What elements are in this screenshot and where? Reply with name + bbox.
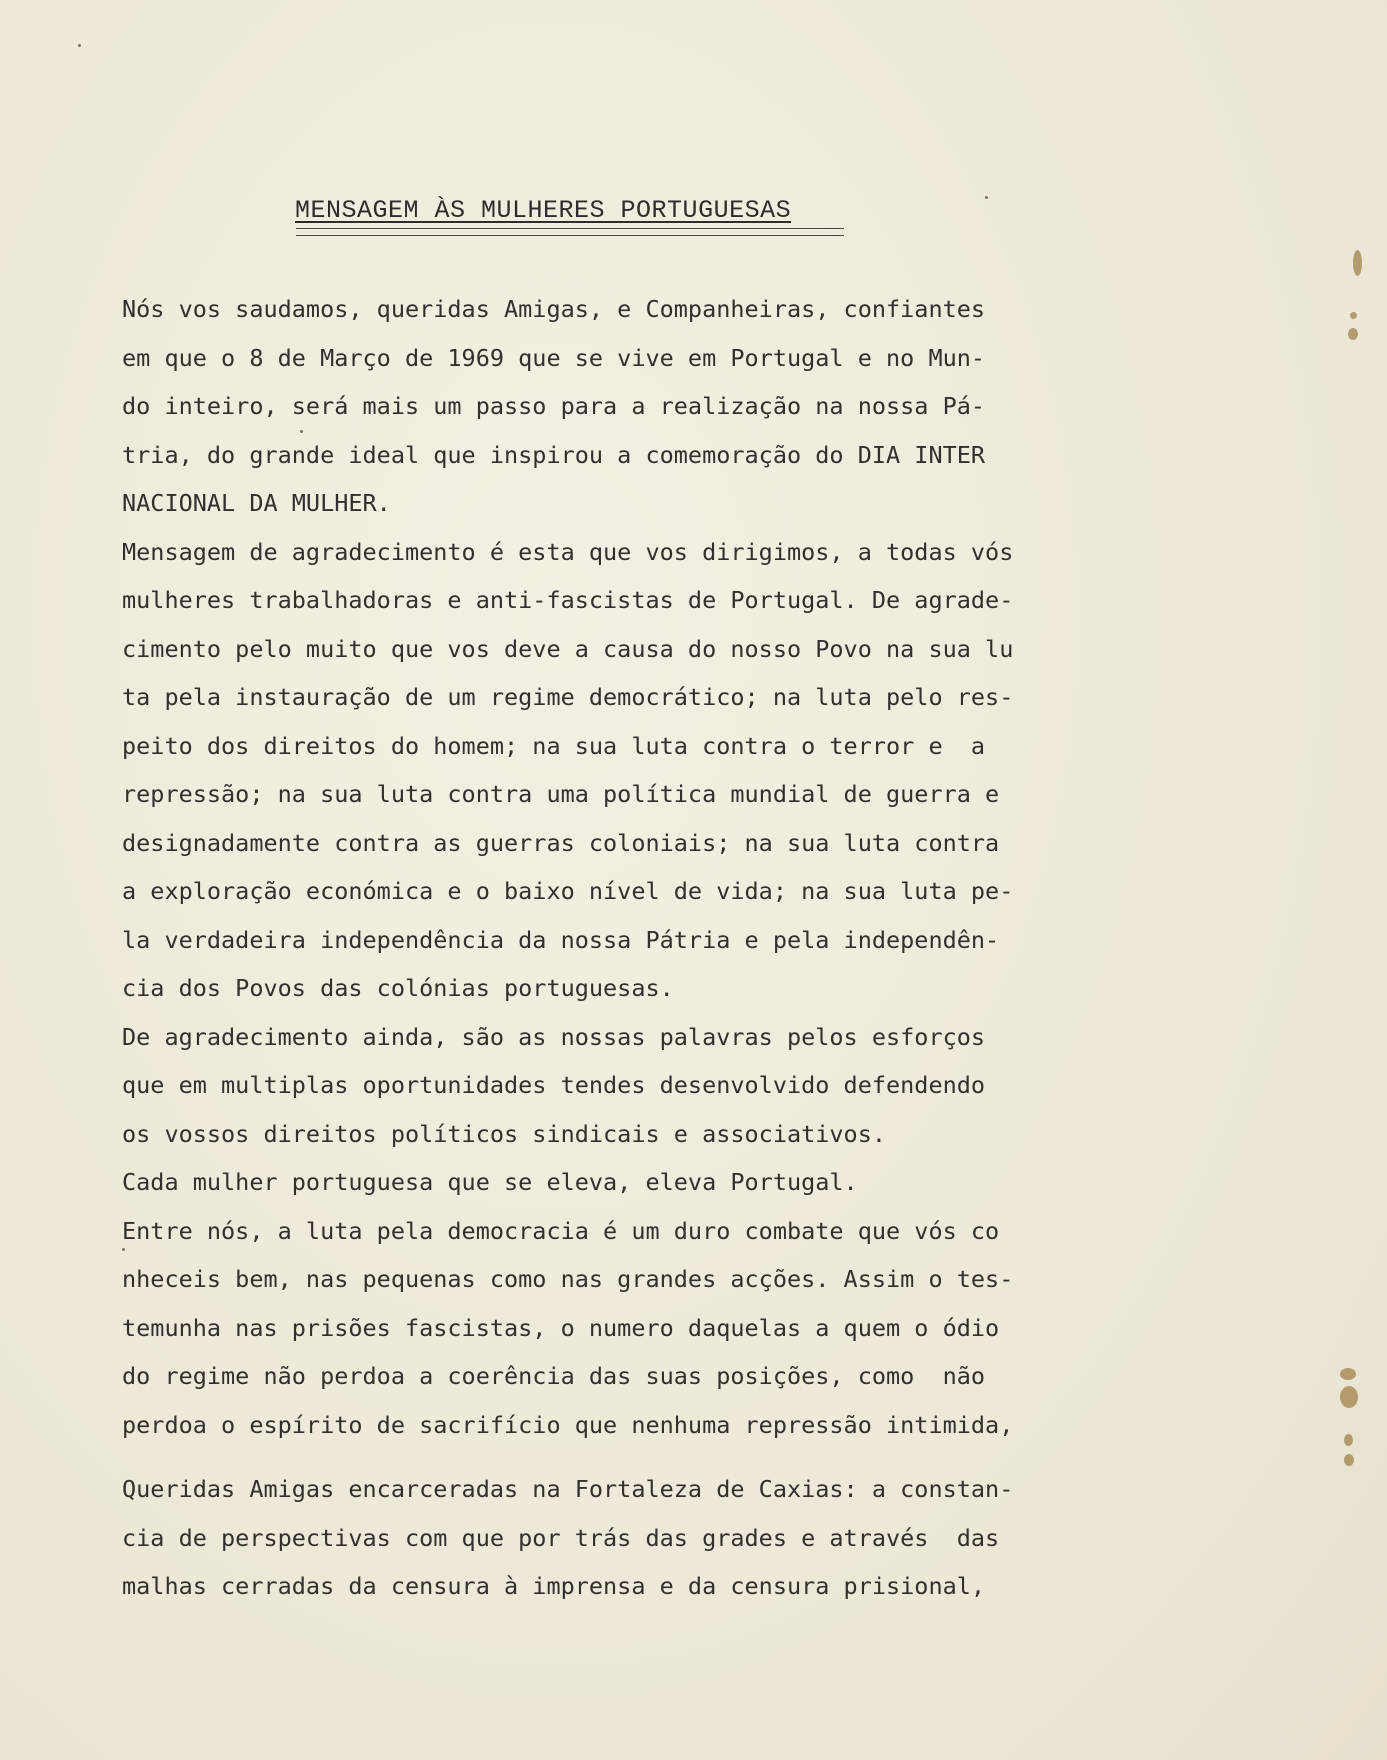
document-body [122,288,1122,1614]
text-line: perdoa o espírito de sacrifício que nenhuma repressão intimida, [122,1410,1014,1439]
punch-hole-mark [1344,1434,1353,1446]
text-line: repressão; na sua luta contra uma política mundial de guerra e [122,780,1000,808]
text-line: em que o 8 de Março de 1969 que se vive em Portugal e no Mun- [122,343,986,372]
paper-speck [300,430,303,433]
punch-hole-mark [1340,1368,1356,1380]
text-line: nheceis bem, nas pequenas como nas grandes acções. Assim o tes- [122,1265,1014,1293]
text-line: mulheres trabalhadoras e anti-fascistas de Portugal. De agrade- [122,586,1014,614]
text-line: a exploração económica e o baixo nível de vida; na sua luta pe- [122,877,1014,905]
text-line: malhas cerradas da censura à imprensa e da censura prisional, [122,1572,986,1600]
paper-speck [985,196,988,199]
punch-hole-mark [1350,312,1357,319]
punch-hole-mark [1344,1454,1354,1466]
text-line: Entre nós, a luta pela democracia é um duro combate que vós co [122,1216,1000,1245]
text-line: do inteiro, será mais um passo para a realização na nossa Pá- [122,392,986,420]
text-line: Mensagem de agradecimento é esta que vos dirigimos, a todas vós [122,537,1014,566]
text-line: que em multiplas oportunidades tendes desenvolvido defendendo [122,1071,986,1099]
punch-hole-mark [1353,250,1362,276]
title-double-underline [296,228,844,236]
text-line: De agradecimento ainda, são as nossas palavras pelos esforços [122,1022,986,1051]
text-line: cimento pelo muito que vos deve a causa do nosso Povo na sua lu [122,634,1014,663]
text-line: do regime não perdoa a coerência das suas posições, como não [122,1362,986,1390]
text-line: cia de perspectivas com que por trás das grades e através das [122,1523,1000,1552]
text-line: cia dos Povos das colónias portuguesas. [122,974,674,1002]
text-line: NACIONAL DA MULHER. [122,489,391,517]
punch-hole-mark [1348,328,1358,340]
text-line: Cada mulher portuguesa que se eleva, eleva Portugal. [122,1168,858,1196]
document-title: MENSAGEM ÀS MULHERES PORTUGUESAS [295,196,792,225]
text-line: Queridas Amigas encarceradas na Fortaleza de Caxias: a constan- [122,1475,1014,1503]
text-line: tria, do grande ideal que inspirou a comemoração do DIA INTER [122,440,986,469]
text-line: designadamente contra as guerras coloniais; na sua luta contra [122,828,1000,857]
paper-speck [122,1248,125,1251]
text-line: os vossos direitos políticos sindicais e associativos. [122,1119,887,1148]
paper-speck [78,44,81,47]
text-line: peito dos direitos do homem; na sua luta contra o terror e a [122,731,986,760]
paragraph-gap [122,1452,1122,1468]
text-line: temunha nas prisões fascistas, o numero daquelas a quem o ódio [122,1313,1000,1342]
text-line: Nós vos saudamos, queridas Amigas, e Companheiras, confiantes [122,295,986,323]
text-line: ta pela instauração de um regime democrático; na luta pelo res- [122,683,1014,711]
text-line: la verdadeira independência da nossa Pátria e pela independên- [122,925,1000,954]
punch-hole-mark [1340,1386,1358,1408]
